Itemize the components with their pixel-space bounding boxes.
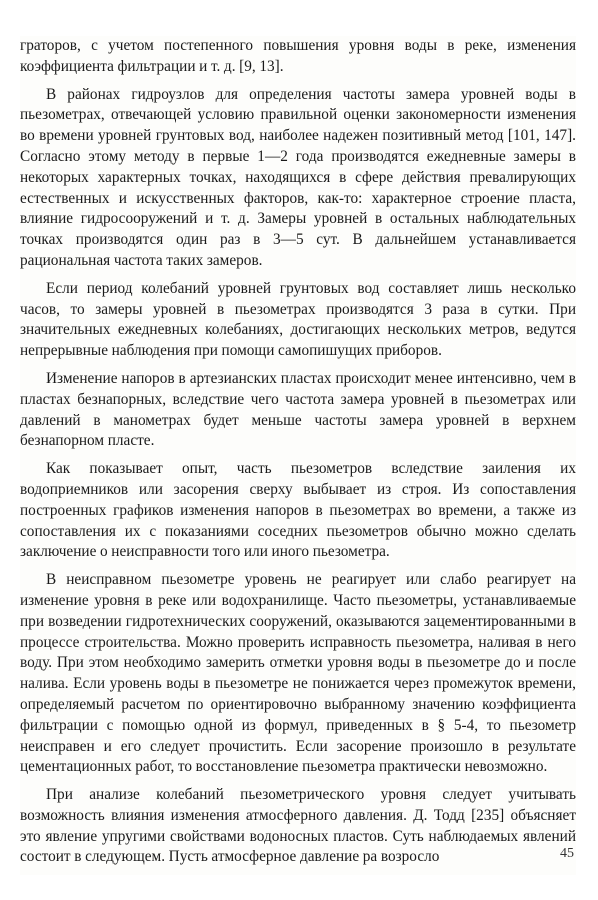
page-number: 45 xyxy=(560,846,574,861)
paragraph-2: В районах гидроузлов для определения частоты замера уровней воды в пьезометрах, отвечающей условию правильной оценки закономерности изменения во времени уровней грунтовых вод, наиболее надежен позитивный метод [101, 147]. Согласно этому методу в первые 1—2 года производятся ежедневные замеры в некоторых характерных точках, находящихся в сфере действия превалирующих естественных и искусственных факторов, как-то: характерное строение пласта, влияние гидросооружений и т. д. Замеры уровней в остальных наблюдательных точках производятся один раз в 3—5 сут. В дальнейшем устанавливается рациональная частота таких замеров. xyxy=(20,85,576,269)
paragraph-7: При анализе колебаний пьезометрического уровня следует учитывать возможность влияния изменения атмосферного давления. Д. Тодд [235] объясняет это явление упругими свойствами водоносных пластов. Суть наблюдаемых явлений состоит в следующем. Пусть атмосферное давление pа возросло xyxy=(20,786,576,866)
paragraph-3: Если период колебаний уровней грунтовых вод составляет лишь несколько часов, то замеры уровней в пьезометрах производятся 3 раза в сутки. При значительных ежедневных колебаниях, достигающих нескольких метров, ведутся непрерывные наблюдения при помощи самопишущих приборов. xyxy=(20,279,576,360)
paragraph-5: Как показывает опыт, часть пьезометров вследствие заиления их водоприемников или засорения сверху выбывает из строя. Из сопоставления построенных графиков изменения напоров в пьезометрах во времени, а также из сопоставления их с показаниями соседних пьезометров обычно можно сделать заключение о неисправности того или иного пьезометра. xyxy=(20,460,576,561)
document-page xyxy=(20,36,576,875)
paragraph-4: Изменение напоров в артезианских пластах происходит менее интенсивно, чем в пластах безнапорных, вследствие чего частота замера уровней в пьезометрах или давлений в манометрах будет меньше частоты замера уровней в верхнем безнапорном пласте. xyxy=(20,369,576,450)
paragraph-6: В неисправном пьезометре уровень не реагирует или слабо реагирует на изменение уровня в реке или водохранилище. Часто пьезометры, устанавливаемые при возведении гидротехнических сооружений, оказываются зацементированными в процессе строительства. Можно проверить исправность пьезометра, наливая в него воду. При этом необходимо замерить отметки уровня воды в пьезометре до и после налива. Если уровень воды в пьезометре не понижается через промежуток времени, определяемый расчетом по ориентировочно выбранному значению коэффициента фильтрации с помощью одной из формул, приведенных в § 5-4, то пьезометр неисправен и его следует прочистить. Если засорение произошло в результате цементационных работ, то восстановление пьезометра практически невозможно. xyxy=(20,571,576,776)
paragraph-1: граторов, с учетом постепенного повышения уровня воды в реке, изменения коэффициента фильтрации и т. д. [9, 13]. xyxy=(20,37,576,75)
